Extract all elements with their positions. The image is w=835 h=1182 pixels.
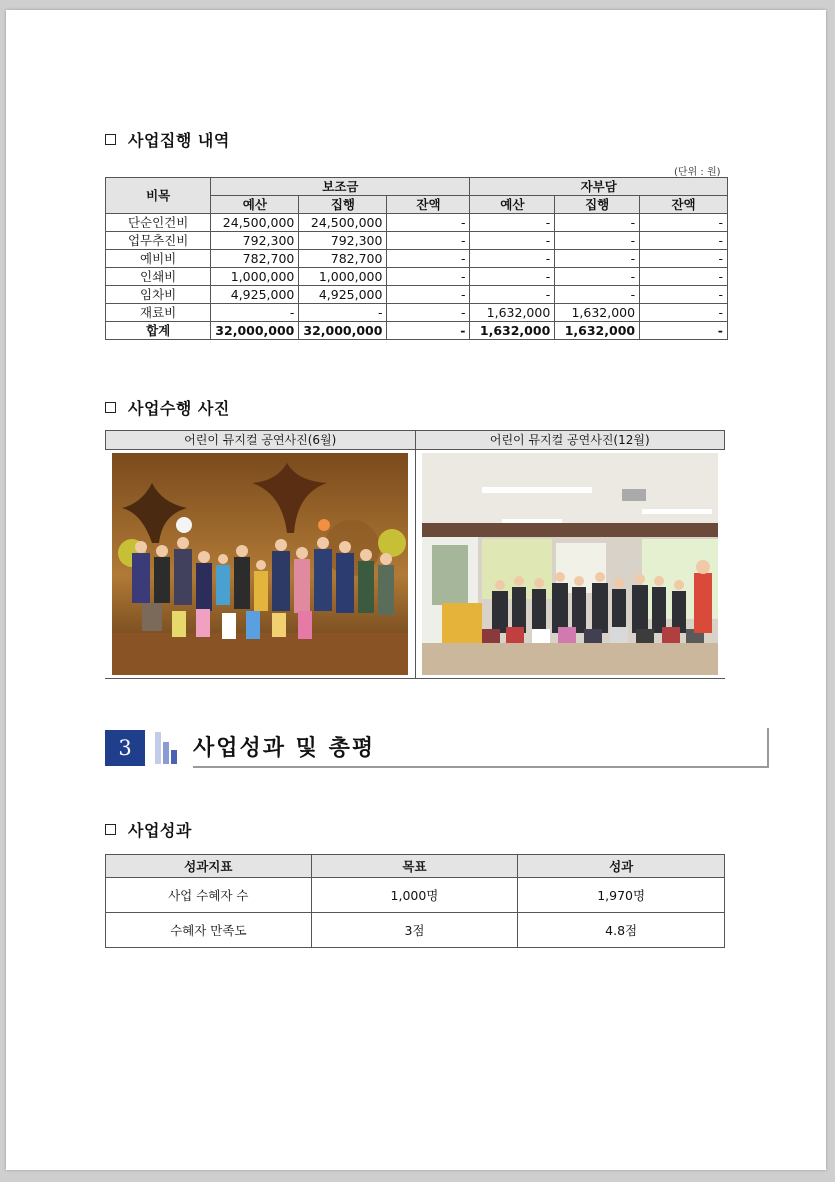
table-row	[106, 878, 725, 913]
cell-value: -	[640, 214, 728, 232]
chapter-sideline	[767, 728, 769, 768]
classroom-group-photo-december	[422, 453, 718, 675]
header-subsidy-balance: 잔액	[387, 196, 470, 214]
photo-cell-december	[416, 450, 726, 678]
header-subsidy: 보조금	[211, 178, 470, 196]
cell-item: 예비비	[106, 250, 211, 268]
table-row	[106, 286, 728, 304]
cell-value: -	[555, 232, 640, 250]
checkbox-square-icon	[105, 134, 116, 145]
budget-table	[105, 177, 728, 340]
header-self: 자부담	[470, 178, 728, 196]
checkbox-square-icon	[105, 824, 116, 835]
cell-value: 32,000,000	[299, 322, 387, 340]
table-row	[106, 250, 728, 268]
cell-value: 1,632,000	[555, 304, 640, 322]
cell-value: 4,925,000	[299, 286, 387, 304]
header-indicator: 성과지표	[106, 855, 312, 878]
cell-value: 792,300	[211, 232, 299, 250]
photo-row	[105, 450, 725, 679]
photo-captions	[105, 430, 725, 450]
cell-value: -	[387, 322, 470, 340]
chapter-decoration-icon	[171, 750, 177, 764]
section-title-text: 사업수행 사진	[128, 399, 230, 418]
cell-value: -	[555, 214, 640, 232]
cell-value: -	[555, 250, 640, 268]
cell-value: -	[640, 322, 728, 340]
table-row	[106, 268, 728, 286]
header-self-budget: 예산	[470, 196, 555, 214]
chapter-number: 3	[105, 730, 145, 766]
cell-value: 32,000,000	[211, 322, 299, 340]
table-row	[106, 304, 728, 322]
cell-value: -	[555, 286, 640, 304]
chapter-decoration-icon	[163, 742, 169, 764]
section-title-budget	[105, 128, 230, 151]
cell-value: -	[387, 304, 470, 322]
cell-item: 재료비	[106, 304, 211, 322]
cell-value: -	[470, 286, 555, 304]
header-subsidy-spent: 집행	[299, 196, 387, 214]
cell-value: 24,500,000	[299, 214, 387, 232]
cell-value: 1,000,000	[299, 268, 387, 286]
cell-value: 1,000,000	[211, 268, 299, 286]
cell-value: -	[211, 304, 299, 322]
photo-cell-june	[105, 450, 416, 678]
table-row	[106, 913, 725, 948]
cell-value: -	[640, 304, 728, 322]
cell-total-label: 합계	[106, 322, 211, 340]
cell-target: 1,000명	[311, 878, 518, 913]
cell-value: -	[470, 214, 555, 232]
photo-table	[105, 430, 725, 679]
header-item: 비목	[106, 178, 211, 214]
cell-value: -	[640, 286, 728, 304]
chapter-header	[105, 728, 769, 768]
cell-value: -	[555, 268, 640, 286]
cell-item: 업무추진비	[106, 232, 211, 250]
header-target: 목표	[311, 855, 518, 878]
stage-group-photo-june	[112, 453, 408, 675]
cell-indicator: 수혜자 만족도	[106, 913, 312, 948]
cell-value: -	[640, 232, 728, 250]
cell-value: -	[387, 268, 470, 286]
photo-caption-december: 어린이 뮤지컬 공연사진(12월)	[489, 433, 650, 447]
cell-value: -	[299, 304, 387, 322]
results-table	[105, 854, 725, 948]
header-self-spent: 집행	[555, 196, 640, 214]
document-page	[6, 10, 826, 1170]
table-row	[106, 232, 728, 250]
cell-value: -	[470, 268, 555, 286]
unit-label: (단위 : 원)	[674, 167, 721, 178]
photo-caption-june: 어린이 뮤지컬 공연사진(6월)	[106, 431, 416, 449]
section-title-photos	[105, 396, 230, 419]
cell-item: 인쇄비	[106, 268, 211, 286]
cell-value: 782,700	[211, 250, 299, 268]
chapter-underline	[193, 766, 769, 768]
cell-value: -	[640, 268, 728, 286]
cell-value: 24,500,000	[211, 214, 299, 232]
cell-item: 단순인건비	[106, 214, 211, 232]
cell-item: 임차비	[106, 286, 211, 304]
chapter-decoration-icon	[155, 732, 161, 764]
cell-value: -	[387, 286, 470, 304]
cell-value: 4,925,000	[211, 286, 299, 304]
chapter-title: 사업성과 및 총평	[193, 735, 376, 761]
cell-value: -	[470, 250, 555, 268]
cell-value: 1,632,000	[470, 304, 555, 322]
header-self-balance: 잔액	[640, 196, 728, 214]
checkbox-square-icon	[105, 402, 116, 413]
cell-value: -	[470, 232, 555, 250]
cell-value: -	[387, 250, 470, 268]
cell-value: 792,300	[299, 232, 387, 250]
section-title-text: 사업성과	[128, 821, 192, 840]
header-outcome: 성과	[518, 855, 725, 878]
section-title-results	[105, 818, 192, 841]
cell-indicator: 사업 수혜자 수	[106, 878, 312, 913]
cell-value: -	[387, 232, 470, 250]
cell-value: 1,632,000	[470, 322, 555, 340]
cell-target: 3점	[311, 913, 518, 948]
cell-outcome: 4.8점	[518, 913, 725, 948]
header-subsidy-budget: 예산	[211, 196, 299, 214]
cell-value: 1,632,000	[555, 322, 640, 340]
cell-value: -	[387, 214, 470, 232]
table-row	[106, 214, 728, 232]
cell-value: 782,700	[299, 250, 387, 268]
cell-outcome: 1,970명	[518, 878, 725, 913]
section-title-text: 사업집행 내역	[128, 131, 230, 150]
cell-value: -	[640, 250, 728, 268]
table-total-row	[106, 322, 728, 340]
